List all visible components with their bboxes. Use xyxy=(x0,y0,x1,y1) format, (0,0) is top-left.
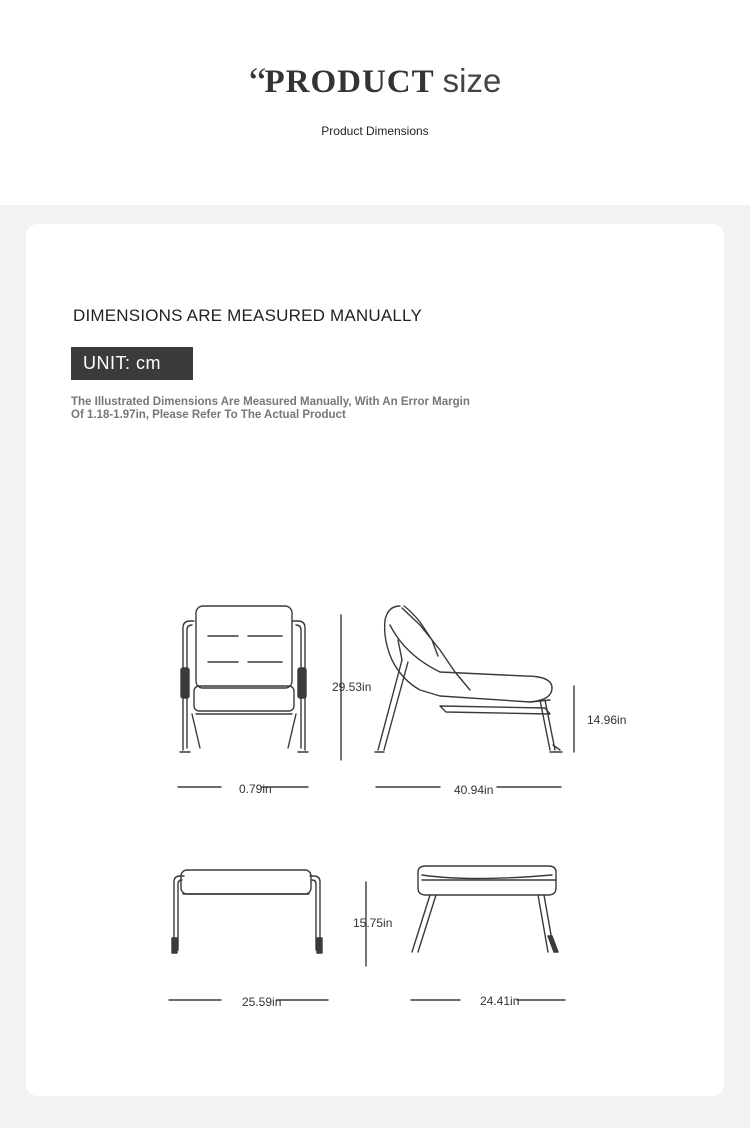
title-quote-mark: “ xyxy=(248,59,265,104)
measurement-note-line1: The Illustrated Dimensions Are Measured Manually, With An Error Margin xyxy=(71,396,470,408)
ottoman-depth-label: 24.41in xyxy=(480,994,520,1008)
chair-height-label: 29.53in xyxy=(332,680,372,694)
ottoman-side-view xyxy=(412,866,558,952)
title-suffix: size xyxy=(442,62,502,99)
ottoman-height-label: 15.75in xyxy=(353,916,393,930)
chair-depth-label: 40.94in xyxy=(454,783,494,797)
dimensions-heading: DIMENSIONS ARE MEASURED MANUALLY xyxy=(73,306,422,325)
title-main: PRODUCT xyxy=(264,64,435,100)
unit-badge: UNIT: cm xyxy=(71,347,193,380)
page-subtitle: Product Dimensions xyxy=(321,124,429,138)
measurement-note-line2: Of 1.18-1.97in, Please Refer To The Actual Product xyxy=(71,409,346,421)
chair-side-view xyxy=(375,606,562,752)
ottoman-front-view xyxy=(172,870,322,953)
ottoman-width-label: 25.59in xyxy=(242,995,282,1009)
chair-width-label: 0.79in xyxy=(239,782,272,796)
chair-seat-height-label: 14.96in xyxy=(587,713,627,727)
chair-front-view xyxy=(180,606,308,752)
